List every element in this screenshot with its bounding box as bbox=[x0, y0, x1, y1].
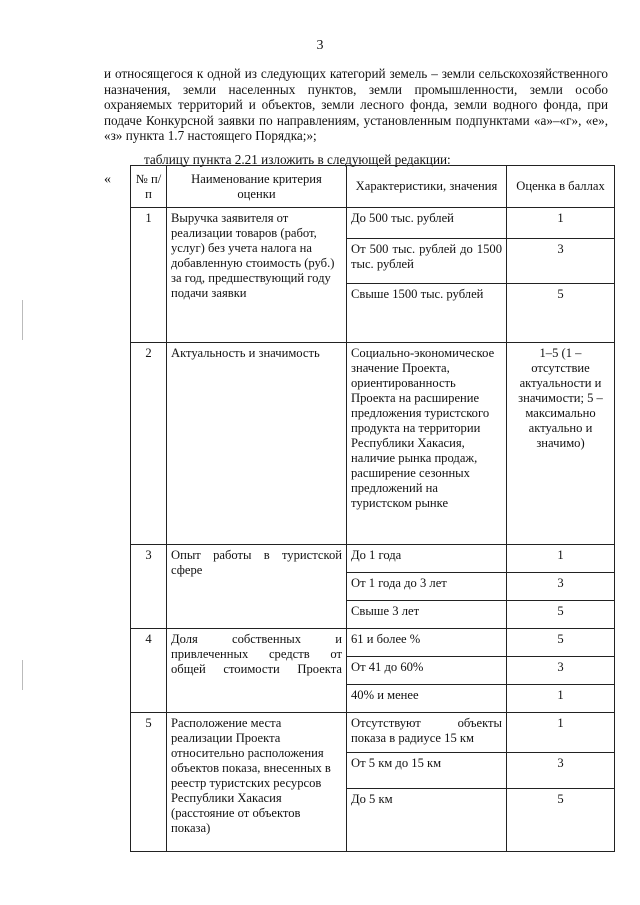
criterion-name: Выручка заявителя от реализации товаров (работ, услуг) без учета налога на добавленную стоимость (руб.) за год, предшествующий году подачи заявки bbox=[167, 208, 347, 343]
characteristic-cell: 40% и менее bbox=[347, 685, 507, 713]
score-cell: 5 bbox=[507, 629, 615, 657]
characteristic-cell: Свыше 1500 тыс. рублей bbox=[347, 284, 507, 343]
table-row bbox=[131, 629, 615, 657]
score-cell: 1–5 (1 – отсутствие актуальности и значимости; 5 – максимально актуально и значимо) bbox=[507, 343, 615, 545]
characteristic-cell: Свыше 3 лет bbox=[347, 601, 507, 629]
row-number: 3 bbox=[131, 545, 167, 629]
header-score: Оценка в баллах bbox=[507, 166, 615, 208]
table-header-row bbox=[131, 166, 615, 208]
score-cell: 1 bbox=[507, 713, 615, 753]
criterion-name: Доля собственных и привлеченных средств от общей стоимости Проекта bbox=[167, 629, 347, 713]
criterion-name: Актуальность и значимость bbox=[167, 343, 347, 545]
page-number: 3 bbox=[316, 38, 324, 53]
score-cell: 1 bbox=[507, 545, 615, 573]
table-intro-text: таблицу пункта 2.21 изложить в следующей редакции: bbox=[144, 152, 451, 167]
characteristic-cell: До 5 км bbox=[347, 789, 507, 852]
characteristic-cell: От 5 км до 15 км bbox=[347, 753, 507, 789]
table-row bbox=[131, 208, 615, 239]
opening-quote-mark: « bbox=[104, 172, 111, 187]
criterion-name: Опыт работы в туристской сфере bbox=[167, 545, 347, 629]
score-cell: 3 bbox=[507, 573, 615, 601]
header-criterion-name: Наименование критерия оценки bbox=[167, 166, 347, 208]
characteristic-cell: 61 и более % bbox=[347, 629, 507, 657]
body-paragraph: и относящегося к одной из следующих категорий земель – земли сельскохозяйственного назначения, земли населенных пунктов, земли промышленности, земли особо охраняемых территорий и объектов, земли лесного фонда, земли водного фонда, при подаче Конкурсной заявки по направлениям, установленным подпунктами «а»–«г», «е», «з» пункта 1.7 настоящего Порядка;»; bbox=[104, 66, 608, 144]
table-row bbox=[131, 545, 615, 573]
score-cell: 5 bbox=[507, 284, 615, 343]
score-cell: 1 bbox=[507, 685, 615, 713]
characteristic-cell: Отсутствуют объекты показа в радиусе 15 км bbox=[347, 713, 507, 753]
table-row bbox=[131, 343, 615, 545]
row-number: 1 bbox=[131, 208, 167, 343]
criterion-name: Расположение места реализации Проекта относительно расположения объектов показа, внесенных в реестр туристских ресурсов Республики Хакасия (расстояние от объектов показа) bbox=[167, 713, 347, 852]
row-number: 4 bbox=[131, 629, 167, 713]
criteria-table bbox=[130, 165, 615, 852]
score-cell: 5 bbox=[507, 601, 615, 629]
header-characteristics: Характеристики, значения bbox=[347, 166, 507, 208]
characteristic-cell: От 1 года до 3 лет bbox=[347, 573, 507, 601]
score-cell: 3 bbox=[507, 753, 615, 789]
score-cell: 3 bbox=[507, 239, 615, 284]
characteristic-cell: Социально-экономическое значение Проекта, ориентированность Проекта на расширение предложения туристского продукта на территории Республики Хакасия, наличие рынка продаж, расширение сезонных предложений на туристском рынке bbox=[347, 343, 507, 545]
score-cell: 3 bbox=[507, 657, 615, 685]
score-cell: 1 bbox=[507, 208, 615, 239]
characteristic-cell: До 1 года bbox=[347, 545, 507, 573]
row-number: 2 bbox=[131, 343, 167, 545]
scan-edge-mark bbox=[22, 300, 23, 340]
characteristic-cell: От 500 тыс. рублей до 1500 тыс. рублей bbox=[347, 239, 507, 284]
table-row bbox=[131, 713, 615, 753]
characteristic-cell: До 500 тыс. рублей bbox=[347, 208, 507, 239]
scan-edge-mark bbox=[22, 660, 23, 690]
score-cell: 5 bbox=[507, 789, 615, 852]
characteristic-cell: От 41 до 60% bbox=[347, 657, 507, 685]
row-number: 5 bbox=[131, 713, 167, 852]
header-number: № п/п bbox=[131, 166, 167, 208]
